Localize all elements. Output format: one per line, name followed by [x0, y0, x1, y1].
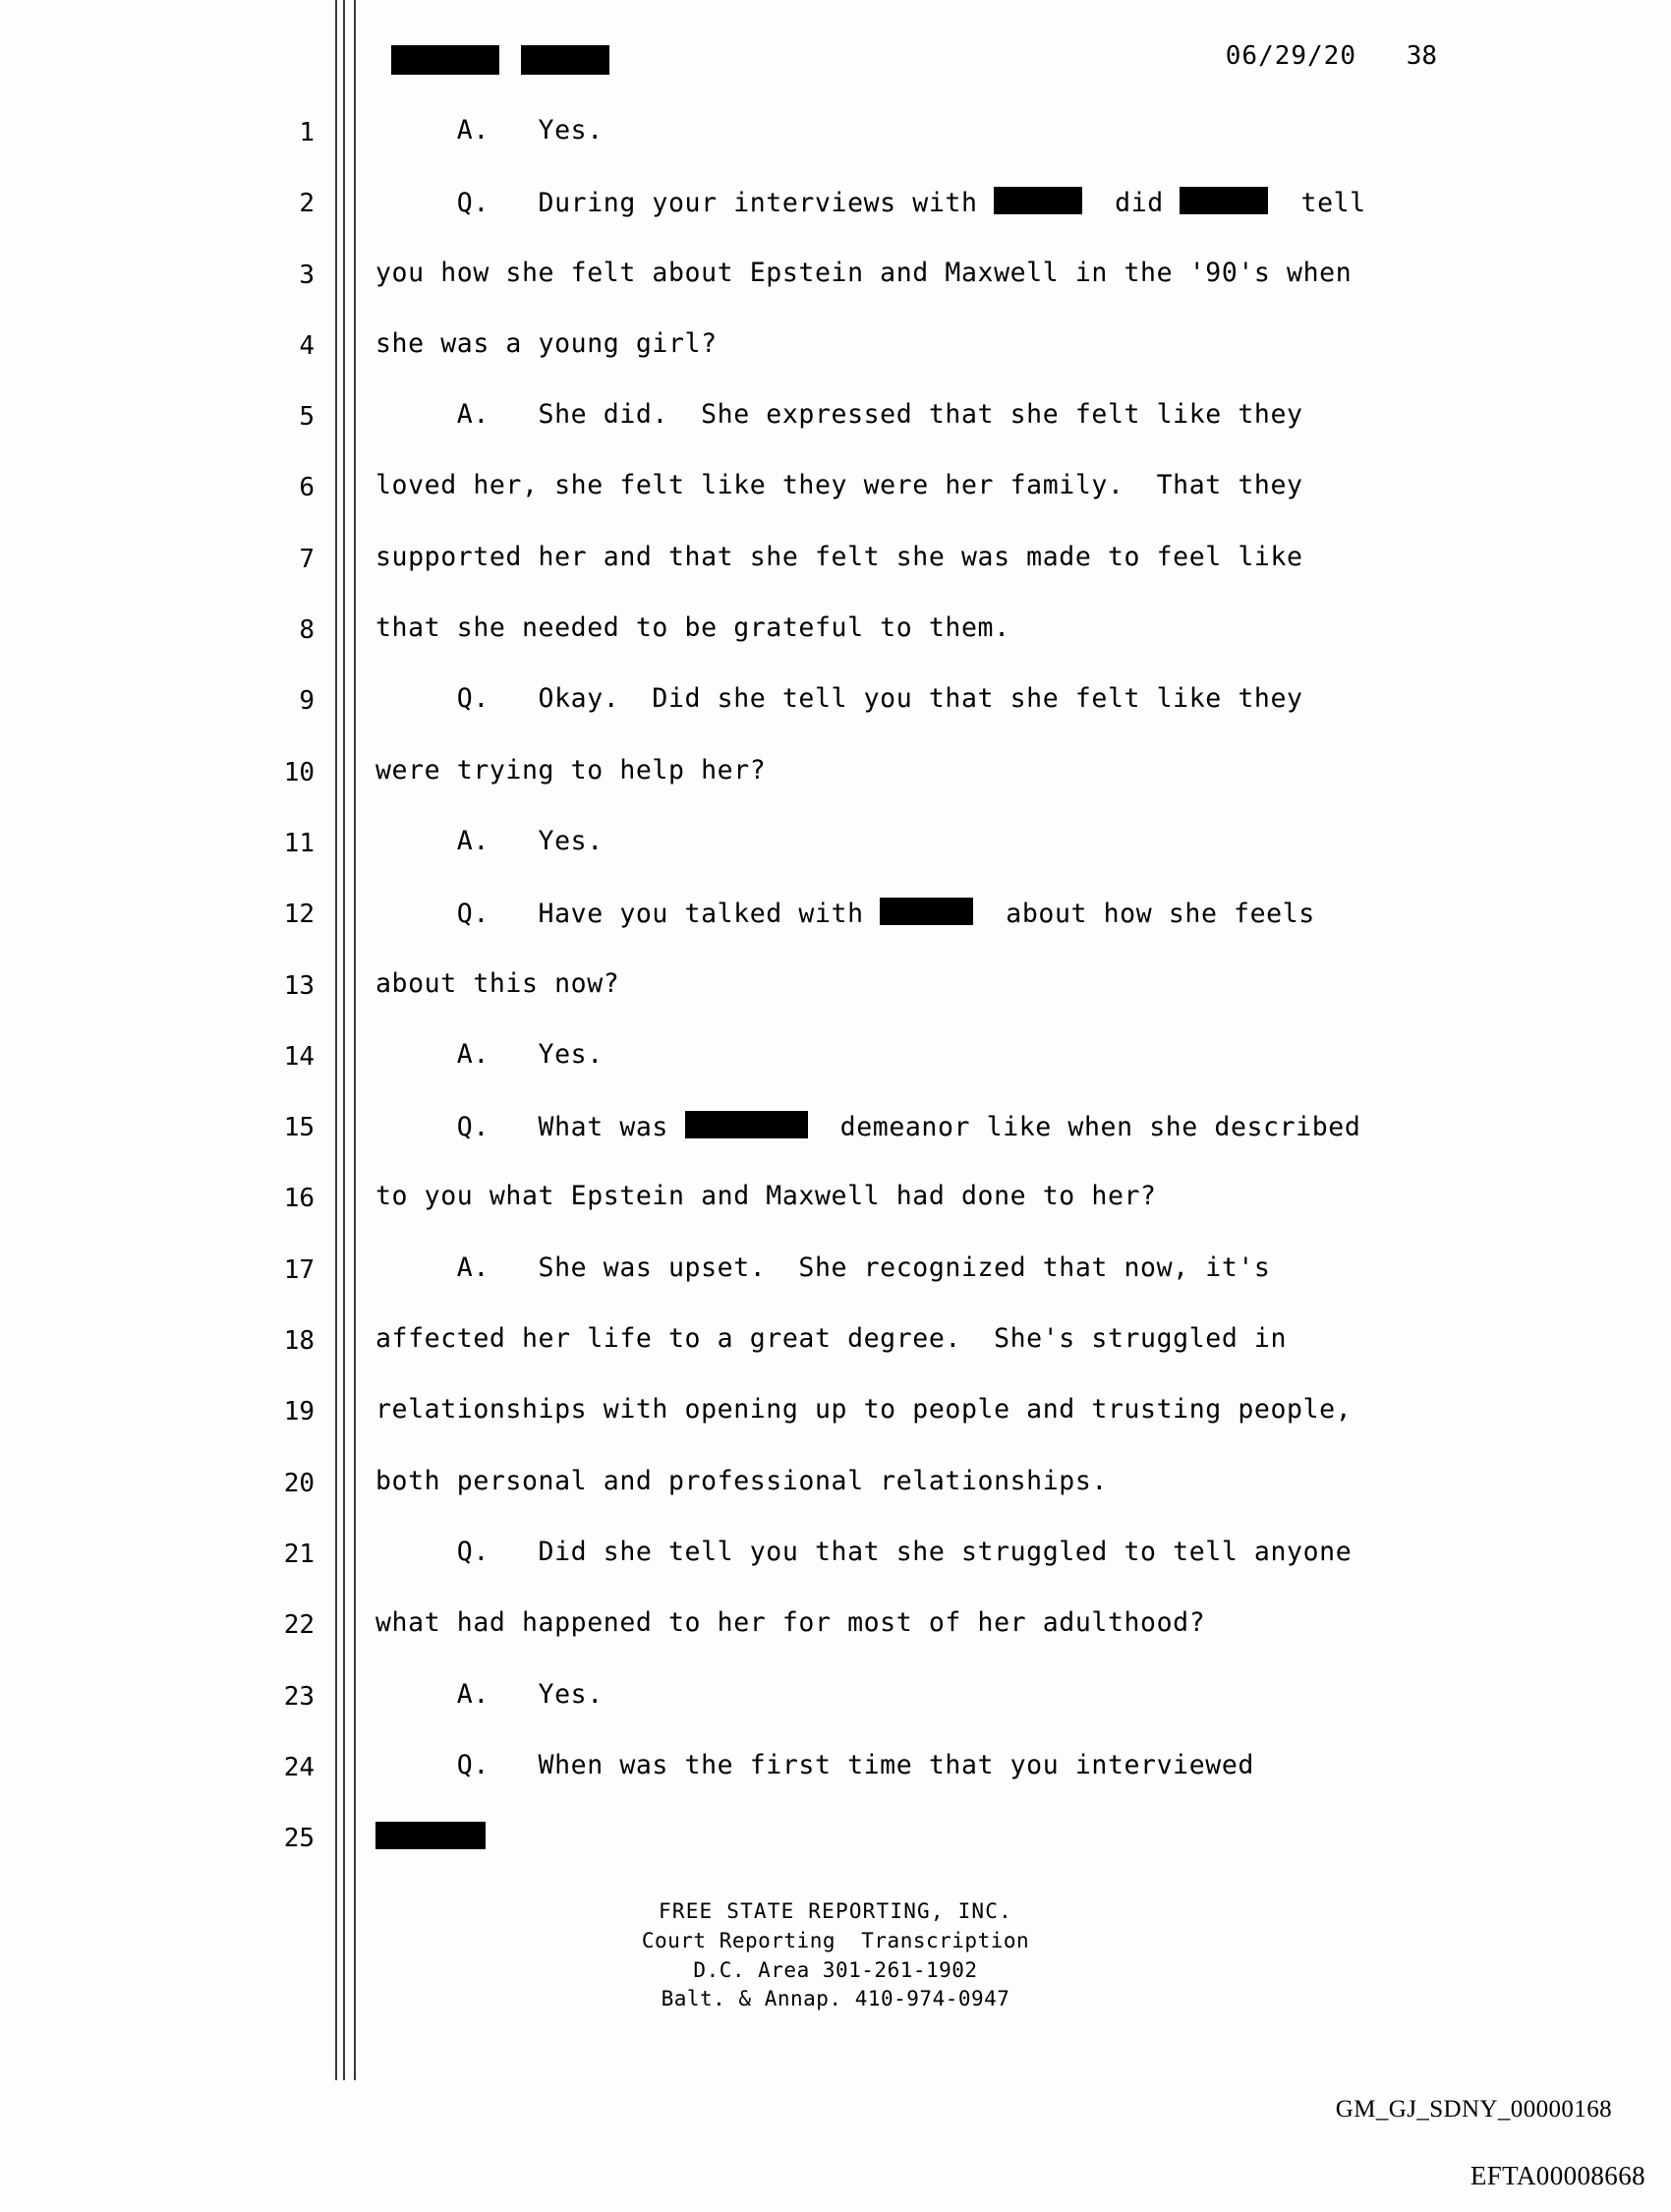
text-run: A. Yes. — [375, 825, 604, 856]
line-text — [375, 400, 1303, 429]
transcript-body — [0, 110, 1671, 1887]
transcript-line — [0, 1248, 1671, 1318]
transcript-line — [0, 1318, 1671, 1389]
redaction-bar — [685, 1111, 808, 1138]
line-number: 10 — [283, 757, 315, 787]
line-number: 2 — [299, 189, 315, 219]
text-run: A. She did. She expressed that she felt like they — [375, 399, 1303, 431]
line-number: 4 — [299, 330, 315, 361]
line-text — [375, 1111, 1360, 1141]
transcript-line — [0, 821, 1671, 892]
text-run: affected her life to a great degree. She's struggled in — [375, 1323, 1288, 1355]
text-run: to you what Epstein and Maxwell had done to her? — [375, 1181, 1157, 1212]
text-run: A. Yes. — [375, 1038, 604, 1070]
text-run: A. Yes. — [375, 115, 604, 146]
text-run: Q. What was — [375, 1112, 685, 1143]
redaction-bar — [880, 898, 973, 925]
transcript-line — [0, 1674, 1671, 1745]
line-text — [375, 1608, 1205, 1637]
line-text — [375, 1680, 604, 1709]
text-run: Q. During your interviews with — [375, 188, 995, 219]
line-text — [375, 471, 1303, 499]
transcript-line — [0, 1532, 1671, 1602]
line-number: 24 — [283, 1752, 315, 1782]
text-run: what had happened to her for most of her adulthood? — [375, 1607, 1206, 1639]
transcript-line — [0, 892, 1671, 962]
line-number: 11 — [283, 828, 315, 858]
line-text — [375, 187, 1366, 217]
line-text — [375, 116, 604, 145]
line-text — [375, 1182, 1157, 1210]
transcript-line — [0, 537, 1671, 608]
transcript-line — [0, 1602, 1671, 1673]
reporting-company-footer — [0, 1897, 1671, 2014]
line-text — [375, 1324, 1287, 1353]
transcript-line — [0, 323, 1671, 394]
line-text — [375, 1822, 486, 1852]
text-run: supported her and that she felt she was made to feel like — [375, 541, 1303, 572]
line-number: 8 — [299, 615, 315, 646]
line-text — [375, 259, 1352, 287]
text-run: A. She was upset. She recognized that now, it's — [375, 1252, 1271, 1283]
transcript-line — [0, 465, 1671, 536]
line-text — [375, 1395, 1352, 1424]
line-number: 13 — [283, 970, 315, 1001]
text-run: Q. Have you talked with — [375, 899, 881, 930]
transcript-line — [0, 1745, 1671, 1816]
footer-line-1: FREE STATE REPORTING, INC. — [659, 1899, 1012, 1923]
redaction-bar — [375, 1822, 486, 1849]
line-text — [375, 1040, 604, 1069]
line-text — [375, 1467, 1108, 1495]
redaction-bar — [994, 187, 1082, 214]
bates-stamp-secondary: EFTA00008668 — [1469, 2161, 1645, 2190]
text-run: you how she felt about Epstein and Maxwell in the '90's when — [375, 257, 1353, 288]
line-number: 18 — [283, 1326, 315, 1357]
text-run: relationships with opening up to people and trusting people, — [375, 1394, 1353, 1426]
line-number: 22 — [283, 1610, 315, 1641]
transcript-line — [0, 1816, 1671, 1887]
transcript-line — [0, 1034, 1671, 1105]
line-number: 12 — [283, 900, 315, 930]
footer-line-2: Court Reporting Transcription — [641, 1928, 1030, 1952]
line-text — [375, 898, 1315, 928]
redaction-bar — [391, 45, 499, 75]
line-number: 7 — [299, 544, 315, 574]
transcript-line — [0, 110, 1671, 181]
transcript-line — [0, 678, 1671, 749]
line-number: 23 — [283, 1681, 315, 1712]
footer-line-3: D.C. Area 301-261-1902 — [693, 1957, 978, 1982]
bates-stamp-primary: GM_GJ_SDNY_00000168 — [1335, 2096, 1612, 2123]
text-run: Q. Did she tell you that she struggled to tell anyone — [375, 1536, 1353, 1567]
line-text — [375, 1253, 1271, 1282]
text-run: demeanor like when she described — [807, 1112, 1361, 1143]
page-number: 38 — [1406, 41, 1437, 71]
text-run: tell — [1268, 188, 1366, 219]
line-number: 3 — [299, 260, 315, 290]
text-run: both personal and professional relationships. — [375, 1465, 1108, 1496]
text-run: she was a young girl? — [375, 327, 718, 359]
text-run: loved her, she felt like they were her family. That they — [375, 470, 1303, 501]
transcript-line — [0, 963, 1671, 1034]
line-number: 9 — [299, 686, 315, 717]
line-number: 20 — [283, 1468, 315, 1498]
footer-line-4: Balt. & Annap. 410-974-0947 — [661, 1987, 1010, 2011]
line-text — [375, 543, 1303, 571]
transcript-line — [0, 1176, 1671, 1247]
transcript-line — [0, 253, 1671, 323]
line-text — [375, 827, 604, 855]
line-number: 1 — [299, 118, 315, 147]
line-text — [375, 684, 1303, 713]
transcript-line — [0, 1461, 1671, 1532]
line-number: 5 — [299, 402, 315, 433]
line-number: 17 — [283, 1254, 315, 1285]
text-run: about this now? — [375, 967, 620, 999]
line-number: 19 — [283, 1397, 315, 1427]
line-text — [375, 329, 718, 358]
transcript-line — [0, 1389, 1671, 1460]
transcript-line — [0, 394, 1671, 465]
line-number: 14 — [283, 1041, 315, 1072]
text-run: Q. When was the first time that you interviewed — [375, 1749, 1254, 1780]
line-text — [375, 613, 1010, 642]
line-text — [375, 1751, 1254, 1779]
line-number: 25 — [283, 1824, 315, 1854]
line-text — [375, 756, 766, 785]
transcript-line — [0, 181, 1671, 252]
text-run: were trying to help her? — [375, 754, 767, 786]
transcript-line — [0, 750, 1671, 821]
text-run: did — [1082, 188, 1181, 219]
text-run: about how she feels — [973, 899, 1315, 930]
transcript-date: 06/29/20 — [1225, 41, 1356, 71]
line-text — [375, 969, 619, 998]
redaction-bar — [521, 45, 609, 75]
line-number: 6 — [299, 473, 315, 503]
line-number: 21 — [283, 1539, 315, 1569]
transcript-line — [0, 1105, 1671, 1176]
line-number: 15 — [283, 1113, 315, 1143]
redaction-bar — [1180, 187, 1268, 214]
text-run: A. Yes. — [375, 1678, 604, 1710]
line-text — [375, 1538, 1352, 1566]
page-header — [383, 35, 1474, 81]
text-run: that she needed to be grateful to them. — [375, 612, 1010, 644]
transcript-line — [0, 608, 1671, 678]
line-number: 16 — [283, 1184, 315, 1214]
text-run: Q. Okay. Did she tell you that she felt like they — [375, 683, 1303, 715]
